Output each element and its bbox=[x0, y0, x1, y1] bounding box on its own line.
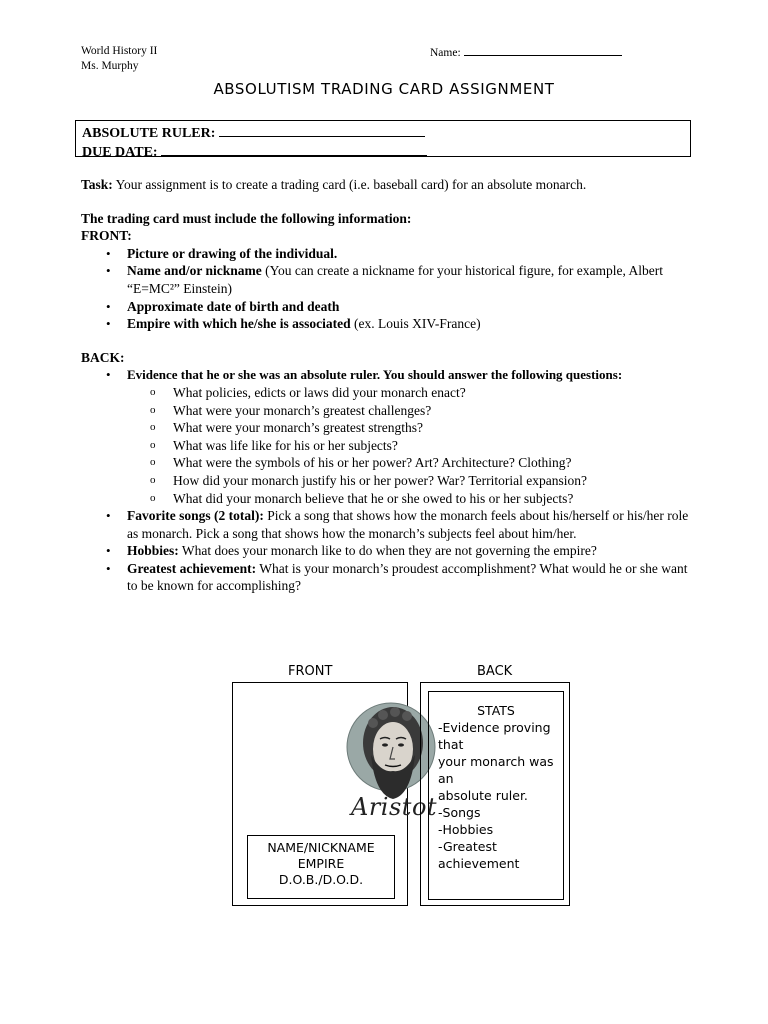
list-item: • Empire with which he/she is associated (ex. Louis XIV-France) bbox=[81, 315, 693, 333]
list-item: • Picture or drawing of the individual. bbox=[81, 245, 693, 263]
front-box-line: NAME/NICKNAME bbox=[267, 840, 375, 855]
question-item: o What did your monarch believe that he or she owed to his or her subjects? bbox=[127, 490, 693, 508]
front-caption: FRONT bbox=[288, 664, 333, 679]
question-list bbox=[127, 384, 693, 507]
list-item: • Evidence that he or she was an absolute ruler. You should answer the following questions: o What policies, edicts or laws did your monarch enact? o What were your monarch’s greatest challenges? o What were your monarch’s greatest strengths? o What was life like for his or her subjects? o What were the symbols of his or her power? Art? Architecture? Clothing? o How did your monarch justify his or her power? War? Territorial expansion? o What did your monarch believe that he or she owed to his or her subjects? bbox=[81, 366, 693, 507]
name-blank bbox=[464, 44, 622, 56]
stats-line: -Songs bbox=[438, 805, 481, 820]
ruler-row bbox=[82, 123, 684, 142]
header-left bbox=[81, 44, 157, 74]
front-card bbox=[232, 682, 438, 906]
front-box-line: EMPIRE bbox=[297, 856, 345, 871]
back-caption: BACK bbox=[477, 664, 513, 679]
list-item: • Greatest achievement: What is your monarch’s proudest accomplishment? What would he or she want to be known for accomplishing? bbox=[81, 560, 693, 595]
ruler-label: ABSOLUTE RULER: bbox=[82, 126, 216, 141]
requirements-heading: The trading card must include the following information: bbox=[81, 210, 412, 226]
question-item: o How did your monarch justify his or her power? War? Territorial expansion? bbox=[127, 472, 693, 490]
stats-line: your monarch was an bbox=[438, 754, 554, 786]
teacher-name: Ms. Murphy bbox=[81, 60, 139, 72]
list-item: • Favorite songs (2 total): Pick a song that shows how the monarch feels about his/herself or his/her role as monarch. Pick a song that shows how the monarch’s subjects feel about him/her. bbox=[81, 507, 693, 542]
question-item: o What was life like for his or her subjects? bbox=[127, 437, 693, 455]
back-heading: BACK: bbox=[81, 349, 125, 365]
page-title: ABSOLUTISM TRADING CARD ASSIGNMENT bbox=[213, 80, 555, 98]
name-label: Name: bbox=[430, 47, 461, 59]
due-row bbox=[82, 142, 684, 161]
question-item: o What policies, edicts or laws did your monarch enact? bbox=[127, 384, 693, 402]
stats-line: -Evidence proving that bbox=[438, 720, 551, 752]
list-item: • Name and/or nickname (You can create a nickname for your historical figure, for example, Albert “E=MC²” Einstein) bbox=[81, 262, 693, 297]
back-list bbox=[81, 366, 693, 595]
task-text: Your assignment is to create a trading card (i.e. baseball card) for an absolute monarch. bbox=[115, 177, 587, 192]
stats-line: -Greatest achievement bbox=[438, 839, 520, 871]
portrait-caption: Aristot bbox=[351, 793, 438, 821]
task-label: Task: bbox=[81, 177, 113, 192]
course-name: World History II bbox=[81, 45, 158, 57]
back-card bbox=[420, 682, 570, 906]
ruler-due-box bbox=[75, 120, 691, 160]
front-list bbox=[81, 245, 693, 333]
due-blank bbox=[161, 142, 427, 156]
question-item: o What were the symbols of his or her power? Art? Architecture? Clothing? bbox=[127, 454, 693, 472]
ruler-blank bbox=[219, 123, 425, 137]
task-paragraph bbox=[81, 176, 693, 194]
front-name-box bbox=[247, 835, 395, 899]
front-box-line: D.O.B./D.O.D. bbox=[278, 872, 364, 887]
stats-line: absolute ruler. bbox=[438, 788, 528, 803]
stats-box bbox=[428, 691, 564, 900]
stats-title: STATS bbox=[477, 703, 515, 718]
due-label: DUE DATE: bbox=[82, 145, 158, 160]
student-name-field bbox=[430, 44, 622, 61]
front-heading: FRONT: bbox=[81, 228, 132, 244]
list-item: • Approximate date of birth and death bbox=[81, 298, 693, 316]
list-item: • Hobbies: What does your monarch like to do when they are not governing the empire? bbox=[81, 542, 693, 560]
question-item: o What were your monarch’s greatest challenges? bbox=[127, 402, 693, 420]
assignment-body bbox=[81, 176, 693, 595]
question-item: o What were your monarch’s greatest strengths? bbox=[127, 419, 693, 437]
stats-line: -Hobbies bbox=[438, 822, 494, 837]
